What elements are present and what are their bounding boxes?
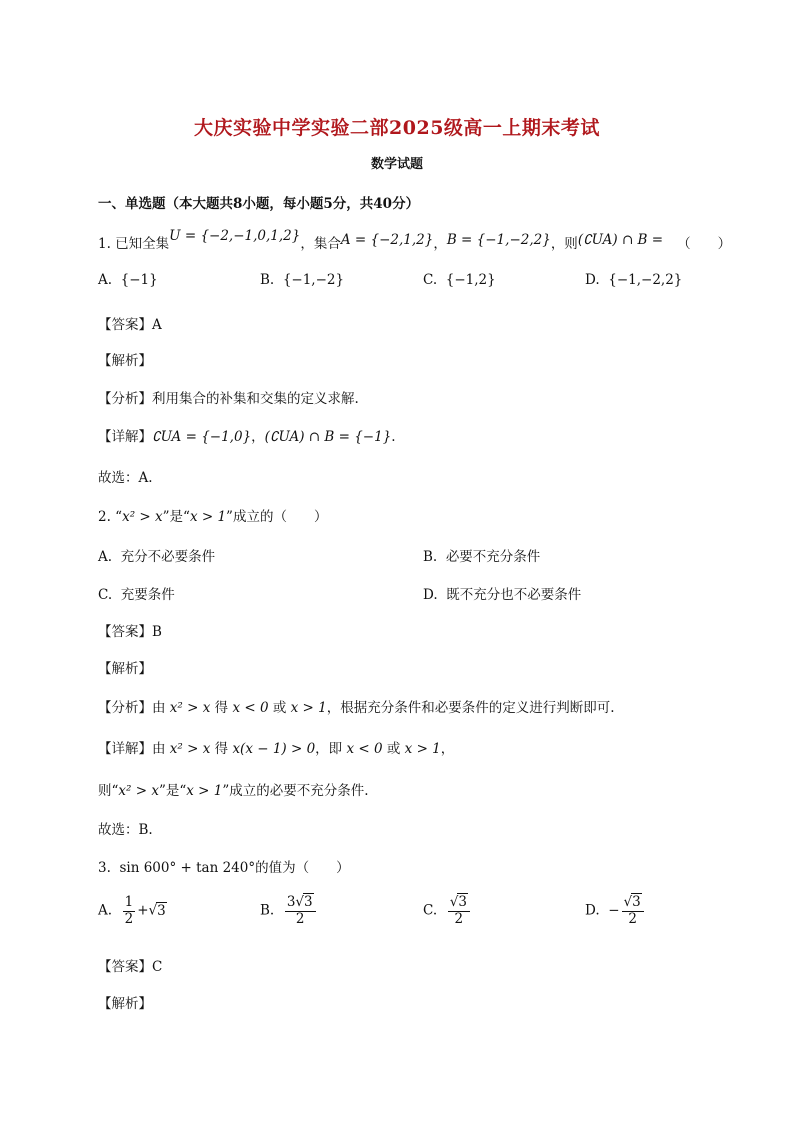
q1-answer: 【答案】A xyxy=(98,317,162,333)
q1-option-a: A. {−1} xyxy=(98,272,158,288)
q2-answer: 【答案】B xyxy=(98,624,162,640)
q1-analysis-heading: 【解析】 xyxy=(98,353,152,369)
q1-comma: ， xyxy=(433,236,447,252)
q3-option-d: D. − $\frac{√3}{2}$ xyxy=(585,895,646,927)
page-title: 大庆实验中学实验二部2025级高一上期末考试 xyxy=(194,117,600,139)
q1-mid2: ，则 xyxy=(550,236,578,252)
q1-option-d: D. {−1,−2,2} xyxy=(585,272,683,288)
q1-paren: （ ） xyxy=(677,236,732,252)
q2-conclusion: 则“x² > x”是“x > 1”成立的必要不充分条件. xyxy=(98,783,369,799)
q3-option-c: C. $\frac{√3}{2}$ xyxy=(423,895,472,927)
q2-fenxi: 【分析】由 x² > x 得 x < 0 或 x > 1，根据充分条件和必要条件的定义进行判断即可. xyxy=(98,700,615,716)
page-subtitle: 数学试题 xyxy=(370,157,423,172)
q3-option-a: A. $\frac{1}{2}$ +√3 xyxy=(98,894,166,927)
q2-option-a: A. 充分不必要条件 xyxy=(98,549,216,565)
q2-guxuan: 故选：B. xyxy=(98,822,153,838)
q1-mid1: ，集合 xyxy=(300,236,341,252)
q1-fenxi: 【分析】利用集合的补集和交集的定义求解. xyxy=(98,391,359,407)
q1-xiangjie: 【详解】∁UA = {−1,0}，(∁UA) ∩ B = {−1}. xyxy=(98,429,396,445)
q1-expr: (∁UA) ∩ B = xyxy=(577,232,664,248)
q1-guxuan: 故选：A. xyxy=(98,470,153,486)
question-2: 2. “x² > x”是“x > 1”成立的（ ） xyxy=(98,509,328,525)
q1-option-b: B. {−1,−2} xyxy=(260,272,345,288)
q2-option-d: D. 既不充分也不必要条件 xyxy=(423,587,582,603)
question-3: 3. sin 600° + tan 240°的值为（ ） xyxy=(98,860,350,876)
q2-option-b: B. 必要不充分条件 xyxy=(423,549,541,565)
q3-analysis-heading: 【解析】 xyxy=(98,996,152,1012)
q1-set-a: A = {−2,1,2} xyxy=(340,232,434,248)
q2-analysis-heading: 【解析】 xyxy=(98,661,152,677)
q3-option-b: B. $\frac{3√3}{2}$ xyxy=(260,895,318,927)
question-1 xyxy=(98,228,732,252)
q1-set-b: B = {−1,−2,2} xyxy=(446,232,551,248)
q1-option-c: C. {−1,2} xyxy=(423,272,496,288)
q1-prefix: 1. 已知全集 xyxy=(98,236,170,252)
q1-set-u: U = {−2,−1,0,1,2} xyxy=(169,228,301,244)
section-heading: 一、单选题（本大题共8小题，每小题5分，共40分） xyxy=(98,196,420,212)
q3-answer: 【答案】C xyxy=(98,959,163,975)
q2-option-c: C. 充要条件 xyxy=(98,587,175,603)
q2-xiangjie: 【详解】由 x² > x 得 x(x − 1) > 0，即 x < 0 或 x > 1， xyxy=(98,741,455,757)
